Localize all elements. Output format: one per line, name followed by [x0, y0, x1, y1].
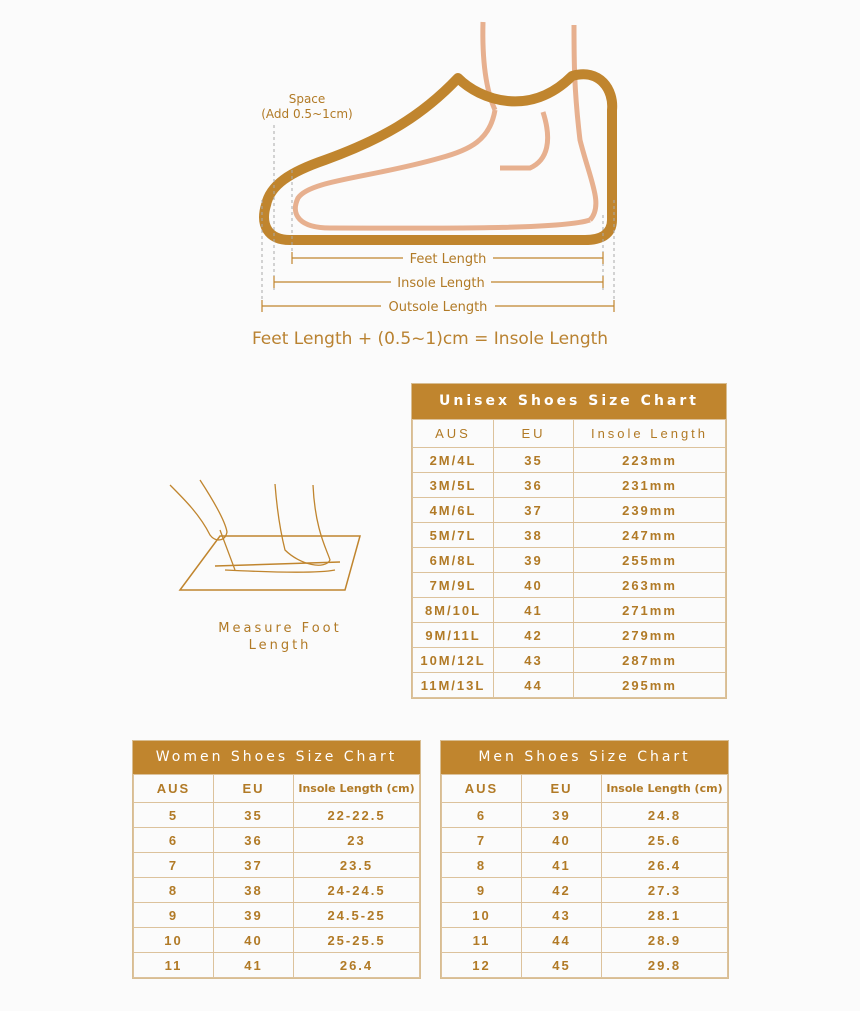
- women-header-cell: Insole Length (cm): [294, 775, 420, 803]
- men-cell: 10: [442, 903, 522, 928]
- men-cell: 40: [522, 828, 602, 853]
- unisex-cell: 5M/7L: [413, 523, 494, 548]
- unisex-size-chart: [411, 383, 727, 699]
- women-cell: 24.5-25: [294, 903, 420, 928]
- women-cell: 11: [134, 953, 214, 978]
- measure-caption: [180, 620, 380, 654]
- table-row: [134, 878, 420, 903]
- unisex-cell: 37: [494, 498, 574, 523]
- ankle-line: [500, 112, 548, 168]
- insole-length-label: Insole Length: [397, 276, 485, 291]
- men-cell: 44: [522, 928, 602, 953]
- table-row: [413, 523, 726, 548]
- unisex-cell: 6M/8L: [413, 548, 494, 573]
- women-size-table: [133, 774, 420, 978]
- women-cell: 6: [134, 828, 214, 853]
- men-size-chart: [440, 740, 729, 979]
- paper-sheet: [180, 536, 360, 590]
- men-cell: 42: [522, 878, 602, 903]
- feet-length-label: Feet Length: [409, 252, 487, 267]
- women-cell: 9: [134, 903, 214, 928]
- men-cell: 11: [442, 928, 522, 953]
- unisex-cell: 223mm: [574, 448, 726, 473]
- shoe-size-diagram: [0, 0, 860, 360]
- measure-caption-line1: Measure Foot: [218, 621, 342, 636]
- leg-line-back: [574, 25, 596, 220]
- women-cell: 22-22.5: [294, 803, 420, 828]
- men-cell: 45: [522, 953, 602, 978]
- unisex-cell: 36: [494, 473, 574, 498]
- unisex-header-cell: Insole Length: [574, 420, 726, 448]
- men-cell: 9: [442, 878, 522, 903]
- unisex-cell: 7M/9L: [413, 573, 494, 598]
- measure-foot-illustration: [165, 470, 375, 600]
- unisex-cell: 287mm: [574, 648, 726, 673]
- women-cell: 23: [294, 828, 420, 853]
- unisex-cell: 44: [494, 673, 574, 698]
- women-cell: 36: [214, 828, 294, 853]
- unisex-chart-title: Unisex Shoes Size Chart: [412, 384, 726, 419]
- unisex-cell: 255mm: [574, 548, 726, 573]
- unisex-size-table: [412, 419, 726, 698]
- women-cell: 38: [214, 878, 294, 903]
- women-cell: 37: [214, 853, 294, 878]
- women-size-chart: [132, 740, 421, 979]
- men-header-cell: Insole Length (cm): [602, 775, 728, 803]
- men-cell: 29.8: [602, 953, 728, 978]
- table-row: [413, 598, 726, 623]
- women-cell: 39: [214, 903, 294, 928]
- men-cell: 41: [522, 853, 602, 878]
- men-cell: 12: [442, 953, 522, 978]
- table-row: [442, 903, 728, 928]
- women-cell: 26.4: [294, 953, 420, 978]
- women-cell: 25-25.5: [294, 928, 420, 953]
- outsole-length-label: Outsole Length: [388, 300, 488, 315]
- measure-caption-line2: Length: [248, 638, 312, 653]
- table-row: [413, 448, 726, 473]
- unisex-cell: 41: [494, 598, 574, 623]
- women-header-row: [134, 775, 420, 803]
- men-cell: 43: [522, 903, 602, 928]
- men-cell: 6: [442, 803, 522, 828]
- men-cell: 24.8: [602, 803, 728, 828]
- table-row: [413, 473, 726, 498]
- space-label: Space: [288, 92, 326, 106]
- table-row: [442, 803, 728, 828]
- women-cell: 35: [214, 803, 294, 828]
- table-row: [413, 548, 726, 573]
- unisex-cell: 8M/10L: [413, 598, 494, 623]
- women-chart-title: Women Shoes Size Chart: [133, 741, 420, 774]
- unisex-header-cell: EU: [494, 420, 574, 448]
- table-row: [442, 878, 728, 903]
- unisex-cell: 231mm: [574, 473, 726, 498]
- women-header-cell: EU: [214, 775, 294, 803]
- foot-outline-drawing: [275, 484, 330, 565]
- table-row: [413, 573, 726, 598]
- formula-text: Feet Length + (0.5~1)cm = Insole Length: [251, 329, 609, 349]
- men-size-table: [441, 774, 728, 978]
- unisex-cell: 271mm: [574, 598, 726, 623]
- unisex-cell: 3M/5L: [413, 473, 494, 498]
- women-cell: 7: [134, 853, 214, 878]
- table-row: [442, 853, 728, 878]
- unisex-cell: 35: [494, 448, 574, 473]
- table-row: [134, 853, 420, 878]
- unisex-cell: 295mm: [574, 673, 726, 698]
- table-row: [413, 648, 726, 673]
- unisex-header-row: [413, 420, 726, 448]
- table-row: [442, 828, 728, 853]
- men-cell: 8: [442, 853, 522, 878]
- unisex-cell: 4M/6L: [413, 498, 494, 523]
- table-row: [134, 828, 420, 853]
- unisex-cell: 2M/4L: [413, 448, 494, 473]
- unisex-cell: 40: [494, 573, 574, 598]
- women-cell: 8: [134, 878, 214, 903]
- unisex-cell: 263mm: [574, 573, 726, 598]
- unisex-cell: 38: [494, 523, 574, 548]
- table-row: [442, 928, 728, 953]
- table-row: [413, 623, 726, 648]
- men-cell: 39: [522, 803, 602, 828]
- table-row: [134, 928, 420, 953]
- men-chart-title: Men Shoes Size Chart: [441, 741, 728, 774]
- women-header-cell: AUS: [134, 775, 214, 803]
- women-cell: 5: [134, 803, 214, 828]
- table-row: [134, 953, 420, 978]
- women-cell: 41: [214, 953, 294, 978]
- table-row: [413, 498, 726, 523]
- table-row: [413, 673, 726, 698]
- table-row: [134, 803, 420, 828]
- women-cell: 40: [214, 928, 294, 953]
- table-row: [134, 903, 420, 928]
- women-cell: 23.5: [294, 853, 420, 878]
- unisex-cell: 9M/11L: [413, 623, 494, 648]
- men-header-row: [442, 775, 728, 803]
- men-cell: 25.6: [602, 828, 728, 853]
- men-cell: 27.3: [602, 878, 728, 903]
- unisex-cell: 11M/13L: [413, 673, 494, 698]
- unisex-cell: 39: [494, 548, 574, 573]
- men-header-cell: AUS: [442, 775, 522, 803]
- men-cell: 28.9: [602, 928, 728, 953]
- men-cell: 26.4: [602, 853, 728, 878]
- women-cell: 10: [134, 928, 214, 953]
- table-row: [442, 953, 728, 978]
- unisex-header-cell: AUS: [413, 420, 494, 448]
- unisex-cell: 247mm: [574, 523, 726, 548]
- unisex-cell: 43: [494, 648, 574, 673]
- space-sublabel: (Add 0.5~1cm): [261, 107, 353, 121]
- unisex-cell: 239mm: [574, 498, 726, 523]
- men-header-cell: EU: [522, 775, 602, 803]
- women-cell: 24-24.5: [294, 878, 420, 903]
- men-cell: 28.1: [602, 903, 728, 928]
- unisex-cell: 42: [494, 623, 574, 648]
- unisex-cell: 279mm: [574, 623, 726, 648]
- unisex-cell: 10M/12L: [413, 648, 494, 673]
- hand-drawing: [170, 480, 227, 540]
- men-cell: 7: [442, 828, 522, 853]
